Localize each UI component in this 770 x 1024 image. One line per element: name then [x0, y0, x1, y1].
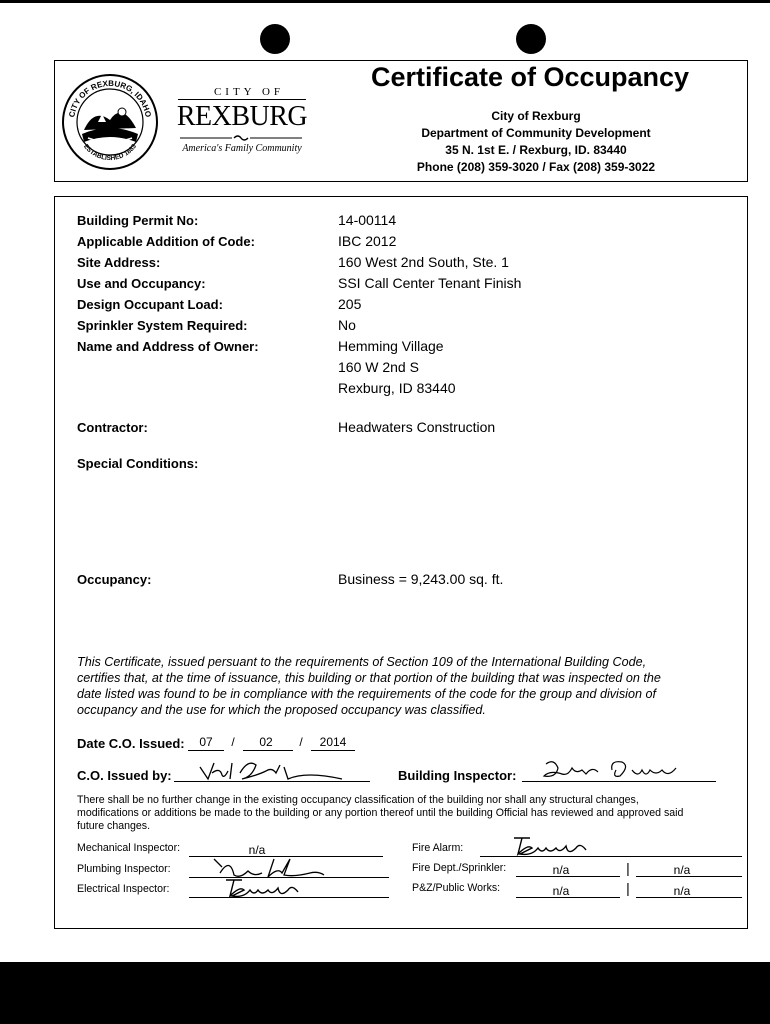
sprinkler-label: Sprinkler System Required:	[77, 318, 248, 333]
mechanical-inspector-value: n/a	[248, 843, 266, 857]
site-address-value: 160 West 2nd South, Ste. 1	[338, 254, 509, 270]
date-separator-2: /	[299, 735, 303, 749]
svg-text:ESTABLISHED 1883: ESTABLISHED 1883	[82, 143, 138, 163]
certificate-title: Certificate of Occupancy	[370, 62, 690, 92]
fire-dept-value: n/a	[552, 863, 570, 877]
issued-by-label: C.O. Issued by:	[77, 768, 172, 783]
building-inspector-signature-icon	[540, 756, 690, 784]
logo-top-rule	[178, 99, 306, 100]
contractor-value: Headwaters Construction	[338, 419, 496, 435]
date-issued-label: Date C.O. Issued:	[77, 736, 185, 751]
fire-dept-label: Fire Dept./Sprinkler:	[412, 862, 507, 874]
electrical-inspector-label: Electrical Inspector:	[77, 883, 170, 895]
fire-alarm-signature-icon	[510, 834, 590, 858]
issued-by-signature-icon	[196, 757, 346, 785]
address-line-4: Phone (208) 359-3020 / Fax (208) 359-3022	[416, 160, 656, 174]
address-line-2: Department of Community Development	[421, 126, 651, 140]
code-label: Applicable Addition of Code:	[77, 234, 255, 249]
building-inspector-label: Building Inspector:	[398, 768, 517, 783]
owner-city: Rexburg, ID 83440	[338, 380, 456, 396]
owner-street: 160 W 2nd S	[338, 359, 419, 375]
building-permit-value: 14-00114	[338, 212, 397, 228]
scan-top-edge	[0, 0, 770, 3]
logo-city-name: REXBURG	[176, 101, 308, 132]
logo-city-of: CITY OF	[213, 86, 285, 98]
date-day: 02	[259, 735, 273, 749]
date-separator-1: /	[231, 735, 235, 749]
sprinkler-value: No	[338, 317, 356, 333]
city-seal-icon	[60, 72, 160, 172]
occupant-load-value: 205	[338, 296, 362, 312]
date-month-line	[188, 750, 224, 751]
fire-dept-value-2: n/a	[673, 863, 691, 877]
pz-value: n/a	[552, 884, 570, 898]
site-address-label: Site Address:	[77, 255, 161, 270]
building-permit-label: Building Permit No:	[77, 213, 199, 228]
occupant-load-label: Design Occupant Load:	[77, 297, 223, 312]
date-month: 07	[199, 735, 213, 749]
punch-hole-right	[516, 24, 546, 54]
use-occupancy-label: Use and Occupancy:	[77, 276, 206, 291]
change-notice: There shall be no further change in the existing occupancy classification of the building nor shall any structural changes, modifications or additions be made to the building or any portion thereof until the building Official has reviewed and approved said future changes.	[77, 794, 684, 832]
date-year: 2014	[319, 735, 347, 749]
use-occupancy-value: SSI Call Center Tenant Finish	[338, 275, 522, 291]
logo-tagline: America's Family Community	[182, 143, 302, 154]
mechanical-inspector-label: Mechanical Inspector:	[77, 842, 181, 854]
owner-label: Name and Address of Owner:	[77, 339, 259, 354]
electrical-inspector-signature-icon	[222, 876, 302, 900]
plumbing-inspector-label: Plumbing Inspector:	[77, 863, 171, 875]
address-line-3: 35 N. 1st E. / Rexburg, ID. 83440	[445, 143, 627, 157]
occupancy-label: Occupancy:	[77, 572, 152, 587]
owner-name: Hemming Village	[338, 338, 444, 354]
address-line-1: City of Rexburg	[491, 109, 581, 123]
logo-ornament-icon	[180, 134, 302, 142]
contractor-label: Contractor:	[77, 420, 148, 435]
date-year-line	[311, 750, 355, 751]
fire-alarm-label: Fire Alarm:	[412, 842, 464, 854]
pz-divider: |	[626, 880, 630, 896]
scan-bottom-edge	[0, 962, 770, 1024]
pz-public-works-label: P&Z/Public Works:	[412, 882, 501, 894]
pz-value-2: n/a	[673, 884, 691, 898]
occupancy-value: Business = 9,243.00 sq. ft.	[338, 571, 504, 587]
fire-dept-divider: |	[626, 860, 630, 876]
svg-text:CITY OF REXBURG, IDAHO: CITY OF REXBURG, IDAHO	[67, 78, 153, 118]
code-value: IBC 2012	[338, 233, 397, 249]
date-day-line	[243, 750, 293, 751]
punch-hole-left	[260, 24, 290, 54]
special-conditions-label: Special Conditions:	[77, 456, 199, 471]
certification-statement: This Certificate, issued persuant to the requirements of Section 109 of the International Building Code, certifies that, at the time of issuance, this building or that portion of the building that was inspected on the date listed was found to be in compliance with the requirements of the code for the group and division of occupancy and the use for which the proposed occupancy was classified.	[77, 655, 661, 717]
